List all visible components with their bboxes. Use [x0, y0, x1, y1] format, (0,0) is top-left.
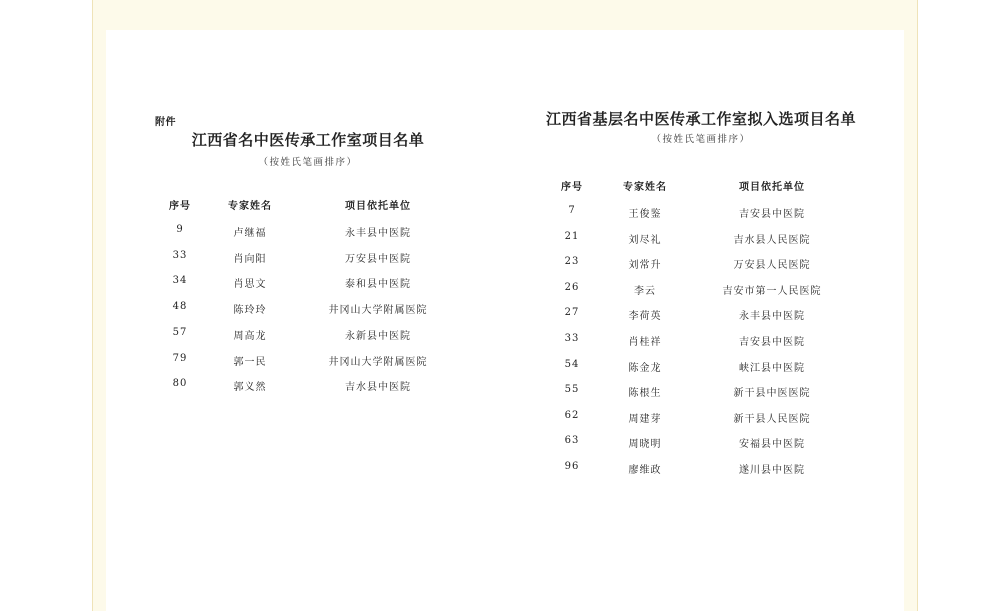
right-table-header-name: 专家姓名	[623, 182, 667, 193]
left-table-cell-unit: 泰和县中医院	[345, 279, 411, 291]
right-table-cell-unit: 安福县中医院	[739, 439, 805, 451]
right-table-title: 江西省基层名中医传承工作室拟入选项目名单	[545, 110, 856, 128]
attachment-label: 附件	[155, 117, 176, 128]
right-table-cell-seq: 33	[564, 333, 580, 344]
right-table-cell-unit: 遂川县中医院	[739, 465, 805, 476]
right-table-cell-name: 刘常升	[628, 260, 662, 272]
right-table-cell-unit: 永丰县中医院	[739, 311, 805, 323]
right-table-cell-unit: 新干县人民医院	[733, 413, 811, 425]
right-table-cell-seq: 26	[564, 281, 580, 293]
right-table-cell-name: 周建芽	[628, 413, 662, 425]
right-table-cell-seq: 27	[564, 307, 580, 319]
left-table-cell-unit: 井冈山大学附属医院	[328, 356, 428, 368]
right-table-cell-seq: 54	[564, 358, 580, 370]
left-table-cell-unit: 永新县中医院	[345, 330, 411, 342]
left-table-header-seq: 序号	[169, 201, 191, 212]
right-table-cell-seq: 63	[564, 435, 580, 447]
right-table-cell-name: 陈金龙	[628, 362, 662, 374]
right-table-cell-name: 李荷英	[628, 311, 662, 323]
right-table-cell-unit: 峡江县中医院	[739, 362, 805, 374]
left-table-cell-name: 郭义然	[233, 382, 267, 394]
left-table-cell-name: 肖思文	[233, 279, 267, 291]
right-table-cell-name: 陈根生	[628, 388, 662, 400]
right-table-cell-seq: 21	[564, 230, 580, 242]
left-table-cell-seq: 34	[172, 275, 188, 287]
right-table-cell-name: 肖桂祥	[628, 337, 662, 348]
right-table-cell-unit: 万安县人民医院	[733, 260, 811, 272]
right-table-header-unit: 项目依托单位	[739, 182, 805, 193]
right-table-subtitle: （按姓氏笔画排序）	[651, 134, 751, 145]
left-table-cell-unit: 万安县中医院	[345, 253, 411, 265]
left-table-subtitle: （按姓氏笔画排序）	[258, 157, 358, 168]
right-table-cell-unit: 吉水县人民医院	[733, 234, 811, 246]
left-table-cell-seq: 80	[172, 378, 188, 390]
right-table-cell-name: 周晓明	[628, 439, 662, 451]
left-table-cell-seq: 48	[172, 301, 188, 313]
left-table-title: 江西省名中医传承工作室项目名单	[191, 131, 425, 149]
left-table-cell-unit: 井冈山大学附属医院	[328, 305, 428, 317]
right-table-cell-name: 王俊鉴	[628, 209, 662, 220]
left-table-cell-seq: 9	[176, 224, 184, 235]
left-table-cell-unit: 永丰县中医院	[345, 228, 411, 239]
right-table-cell-unit: 吉安市第一人民医院	[722, 285, 822, 297]
left-table-cell-unit: 吉水县中医院	[345, 382, 411, 394]
left-table-cell-seq: 57	[172, 326, 188, 338]
left-table-cell-name: 陈玲玲	[233, 305, 267, 317]
right-table-cell-name: 廖维政	[628, 465, 662, 476]
right-table-cell-unit: 吉安县中医院	[739, 337, 805, 348]
right-table-cell-name: 李云	[634, 285, 656, 297]
right-table-cell-seq: 7	[568, 205, 576, 216]
left-table-cell-name: 卢继福	[233, 228, 267, 239]
left-table-cell-name: 肖向阳	[233, 253, 267, 265]
right-table-cell-unit: 吉安县中医院	[739, 209, 805, 220]
right-table-header-seq: 序号	[561, 182, 583, 193]
right-table-cell-seq: 55	[564, 384, 580, 396]
left-table-cell-seq: 33	[172, 249, 188, 261]
left-table-cell-seq: 79	[172, 352, 188, 364]
right-table-cell-unit: 新干县中医医院	[733, 388, 811, 400]
left-table-cell-name: 郭一民	[233, 356, 267, 368]
right-table-cell-seq: 96	[564, 461, 580, 472]
right-table-cell-name: 刘尽礼	[628, 234, 662, 246]
left-table-cell-name: 周高龙	[233, 330, 267, 342]
left-table-header-name: 专家姓名	[228, 201, 272, 212]
right-table-cell-seq: 62	[564, 409, 580, 421]
right-table-cell-seq: 23	[564, 256, 580, 268]
left-table-header-unit: 项目依托单位	[345, 201, 411, 212]
